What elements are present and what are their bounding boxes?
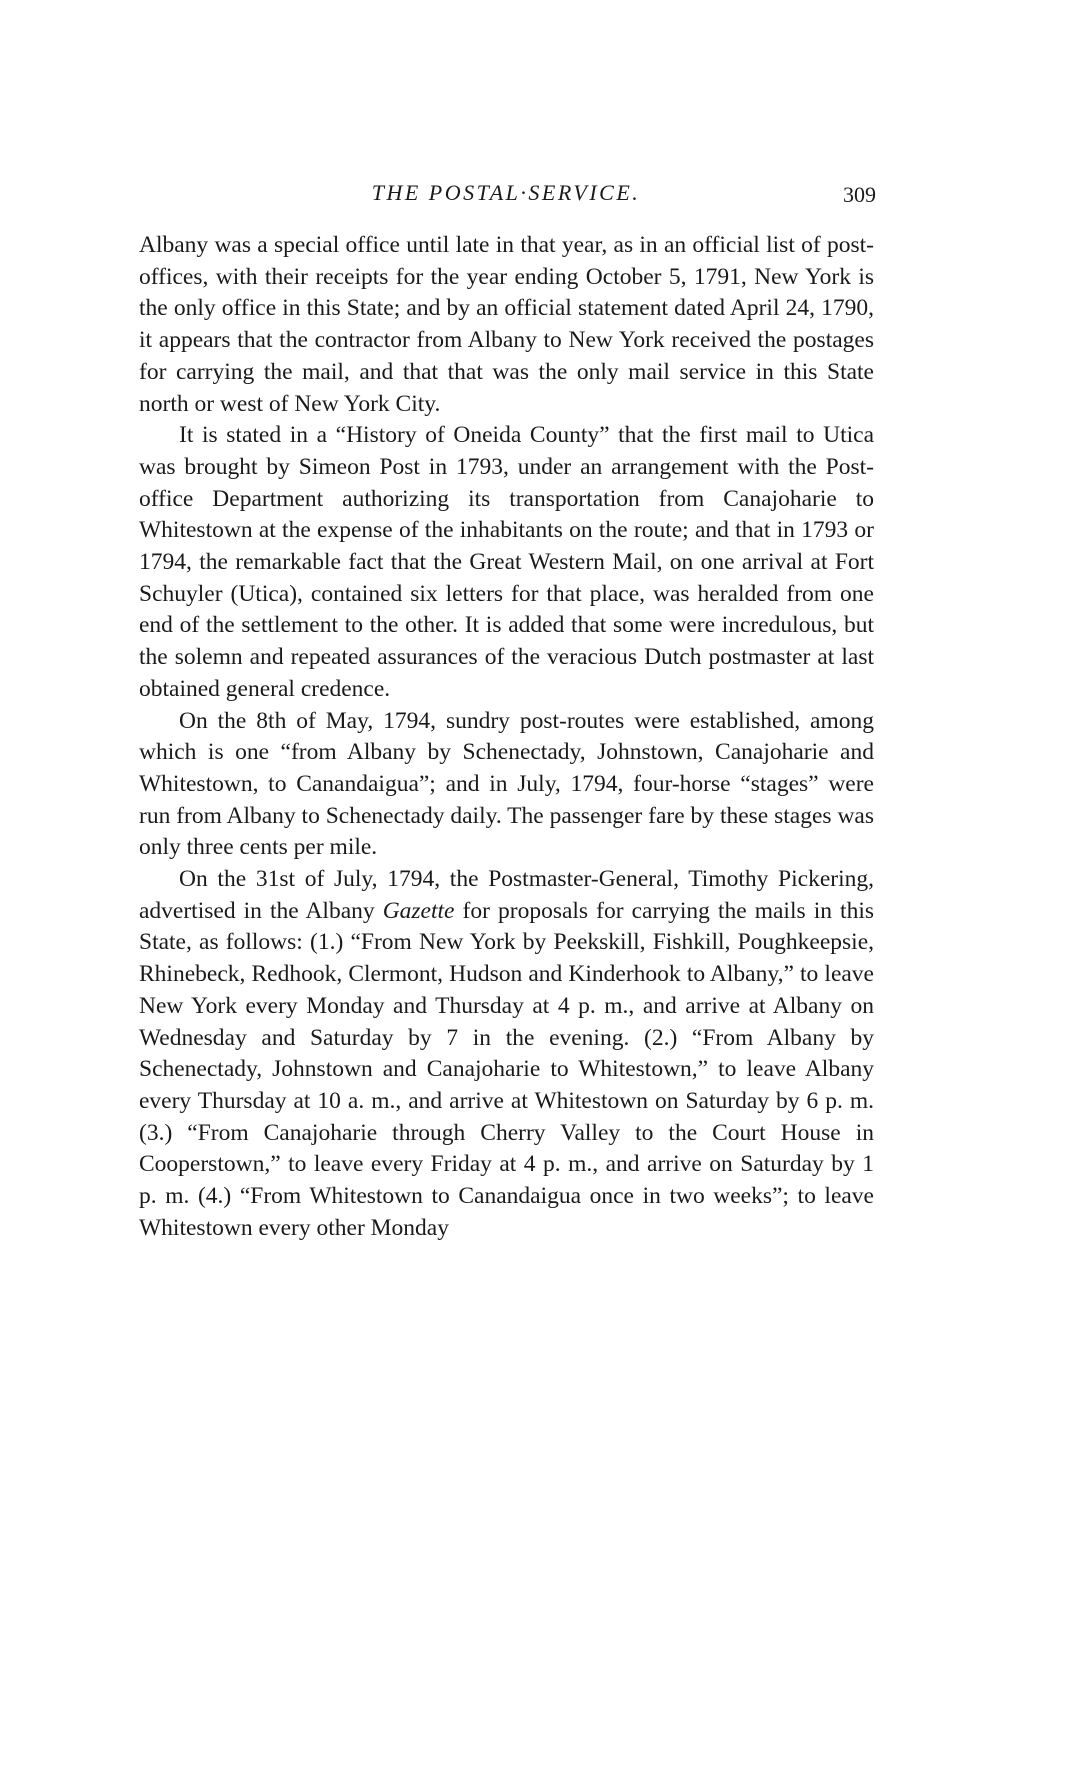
paragraph-3: On the 8th of May, 1794, sundry post-routes were established, among which is one “from Albany by Schenectady, Johnstown, Canajoharie and Whitestown, to Canandaigua”; and in July, 1794, four-horse “stages” were run from Albany to Schenectady daily. The passenger fare by these stages was only three cents per mile. <box>139 707 874 861</box>
paragraph-1: Albany was a special office until late in that year, as in an official list of post-offices, with their receipts for the year ending October 5, 1791, New York is the only office in this State; and by an official statement dated April 24, 1790, it appears that the contractor from Albany to New York received the postages for carrying the mail, and that that was the only mail service in this State north or west of New York City. <box>139 232 874 417</box>
gazette-italic: Gazette <box>382 897 455 924</box>
paragraph-4-after: for proposals for carrying the mails in this State, as follows: (1.) “From New York by Peekskill, Fishkill, Poughkeepsie, Rhinebeck, Redhook, Clermont, Hudson and Kinderhook to Albany,” to leave New York every Monday and Thursday at 4 p. m., and arrive at Albany on Wednesday and Saturday by 7 in the evening. (2.) “From Albany by Schenectady, Johnstown and Canajoharie to Whitestown,” to leave Albany every Thursday at 10 a. m., and arrive at Whitestown on Saturday by 6 p. m. (3.) “From Canajoharie through Cherry Valley to the Court House in Cooperstown,” to leave every Friday at 4 p. m., and arrive on Saturday by 1 p. m. (4.) “From Whitestown to Canandaigua once in two weeks”; to leave Whitestown every other Monday <box>139 897 874 1241</box>
running-title: THE POSTAL·SERVICE. <box>371 180 641 205</box>
running-head <box>136 176 876 212</box>
body-text <box>139 230 874 1245</box>
page-number: 309 <box>843 182 876 207</box>
paragraph-4-before: On the 31st of July, 1794, the Postmaster-General, Timothy Pickering, advertised in the Albany <box>139 866 874 924</box>
paragraph-2: It is stated in a “History of Oneida County” that the first mail to Utica was brought by Simeon Post in 1793, under an arrangement with the Post-office Department authorizing its transportation from Canajoharie to Whitestown at the expense of the inhabitants on the route; and that in 1793 or 1794, the remarkable fact that the Great Western Mail, on one arrival at Fort Schuyler (Utica), contained six letters for that place, was heralded from one end of the settlement to the other. It is added that some were incredulous, but the solemn and repeated assurances of the veracious Dutch postmaster at last obtained general credence. <box>139 422 874 702</box>
paragraph-4 <box>139 864 874 1244</box>
